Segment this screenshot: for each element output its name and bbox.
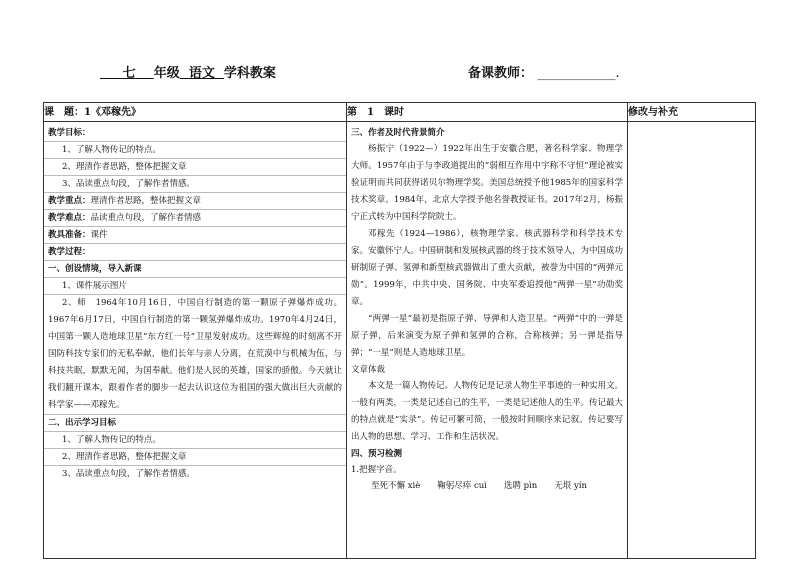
teaching-goals-heading: 教学目标： [44, 125, 346, 142]
genre-paragraph: 本文是一篇人物传记。人物传记是记录人物生平事迹的一种实用文。一般有两类，一类是记述自己的生平，一类是记述他人的生平。传记最大的特点就是“实录”。传记可繁可简，一般按时间顺序来记叙。传记要写出人物的思想、学习、工作和生活状况。 [351, 381, 624, 442]
section-heading: 四、预习检测 [351, 449, 403, 459]
section-heading: 一、创设情境，导入新课 [44, 261, 346, 278]
goal-item: 1、了解人物传记的特点。 [44, 142, 346, 159]
teacher-blank: ____________. [537, 66, 620, 81]
goal-item: 1、了解人物传记的特点。 [44, 432, 346, 449]
materials-line: 教具准备：课件 [44, 227, 346, 244]
exercise-heading: 1.把握字音。 [351, 465, 402, 475]
revision-column [628, 122, 756, 559]
goal-item: 2、理清作者思路，整体把握文章 [44, 449, 346, 466]
difficulty-line: 教学难点：品读重点句段，了解作者情感 [44, 210, 346, 227]
author-paragraph: 杨振宁（1922—）1922年出生于安徽合肥，著名科学家、物理学大师。1957年由于与李政道提出的“弱相互作用中宇称不守恒”理论被实验证明而共同获得诺贝尔物理学奖。美国总统授予他1985年的国家科学技术奖章。1984年，北京大学授予他名誉教授证书。2017年2月，杨振宁正式转为中国科学院院士。 [351, 144, 623, 222]
grade-label: 年级 [153, 66, 180, 81]
key-point-line: 教学重点：理清作者思路，整体把握文章 [44, 193, 346, 210]
step-item: 1、课件展示图片 [44, 278, 346, 295]
revision-header-cell: 修改与补充 [628, 103, 756, 122]
goal-item: 3、品读重点句段，了解作者情感。 [62, 469, 195, 479]
section-heading: 二、出示学习目标 [44, 414, 346, 432]
goal-item: 3、品读重点句段，了解作者情感。 [44, 176, 346, 193]
subject-paragraph: 邓稼先（1924—1986），核物理学家、核武器科学和科学技术专家。安徽怀宁人。中国研制和发展核武器的终于技术领导人，为中国成功研制原子弹、氢弹和新型核武器做出了重大贡献，被誉为中国的“两弹元勋”。1999年，中共中央、国务院、中央军委追授他“两弹一星”功勋奖章。 [351, 229, 624, 307]
plan-title: 学科教案 [223, 66, 276, 81]
content-row [44, 122, 756, 559]
grade-value: 七 [122, 66, 136, 81]
intro-paragraph: 2、师 1964年10月16日，中国自行制造的第一颗原子弹爆炸成功。1967年6月17日，中国自行制造的第一颗氢弹爆炸成功。1970年4月24日，中国第一颗人造地球卫星“东方红一号”卫星发射成功。这些辉煌的时刻离不开国防科技专家们的无私奉献，他们长年与亲人分离，在荒漠中与机械为伍，与科技共眠，默默无闻，为国奉献。他们是人民的英雄，国家的骄傲。今天就让我们翻开课本，跟着作者的脚步一起去认识这位为祖国的强大做出巨大贡献的科学家——邓稼先。 [48, 298, 342, 410]
teacher-label: 备课教师： [468, 66, 534, 81]
section-heading: 三、作者及时代背景简介 [351, 128, 445, 138]
subject-value: 语文 [188, 66, 215, 81]
table-header-row [44, 103, 756, 122]
left-column [44, 122, 347, 559]
process-heading: 教学过程： [44, 244, 346, 261]
teacher-field [468, 62, 620, 81]
topic-cell: 课 题：1《邓稼先》 [44, 103, 347, 122]
lesson-plan-header [100, 62, 276, 81]
goal-item: 2、理清作者思路，整体把握文章 [44, 159, 346, 176]
period-cell: 第 1 课时 [347, 103, 628, 122]
middle-column [347, 122, 628, 559]
pronunciation-items: 至死不懈 xiè 鞠躬尽瘁 cuì 选聘 pìn 无垠 yín [371, 481, 587, 491]
term-paragraph: “两弹一星”最初是指原子弹、导弹和人造卫星。“两弹”中的一弹是原子弹，后来演变为原子弹和氢弹的合称，合称核弹；另一弹是指导弹；“一星”则是人造地球卫星。 [351, 314, 623, 358]
genre-heading: 文章体裁 [351, 365, 386, 375]
lesson-plan-table [43, 102, 756, 559]
